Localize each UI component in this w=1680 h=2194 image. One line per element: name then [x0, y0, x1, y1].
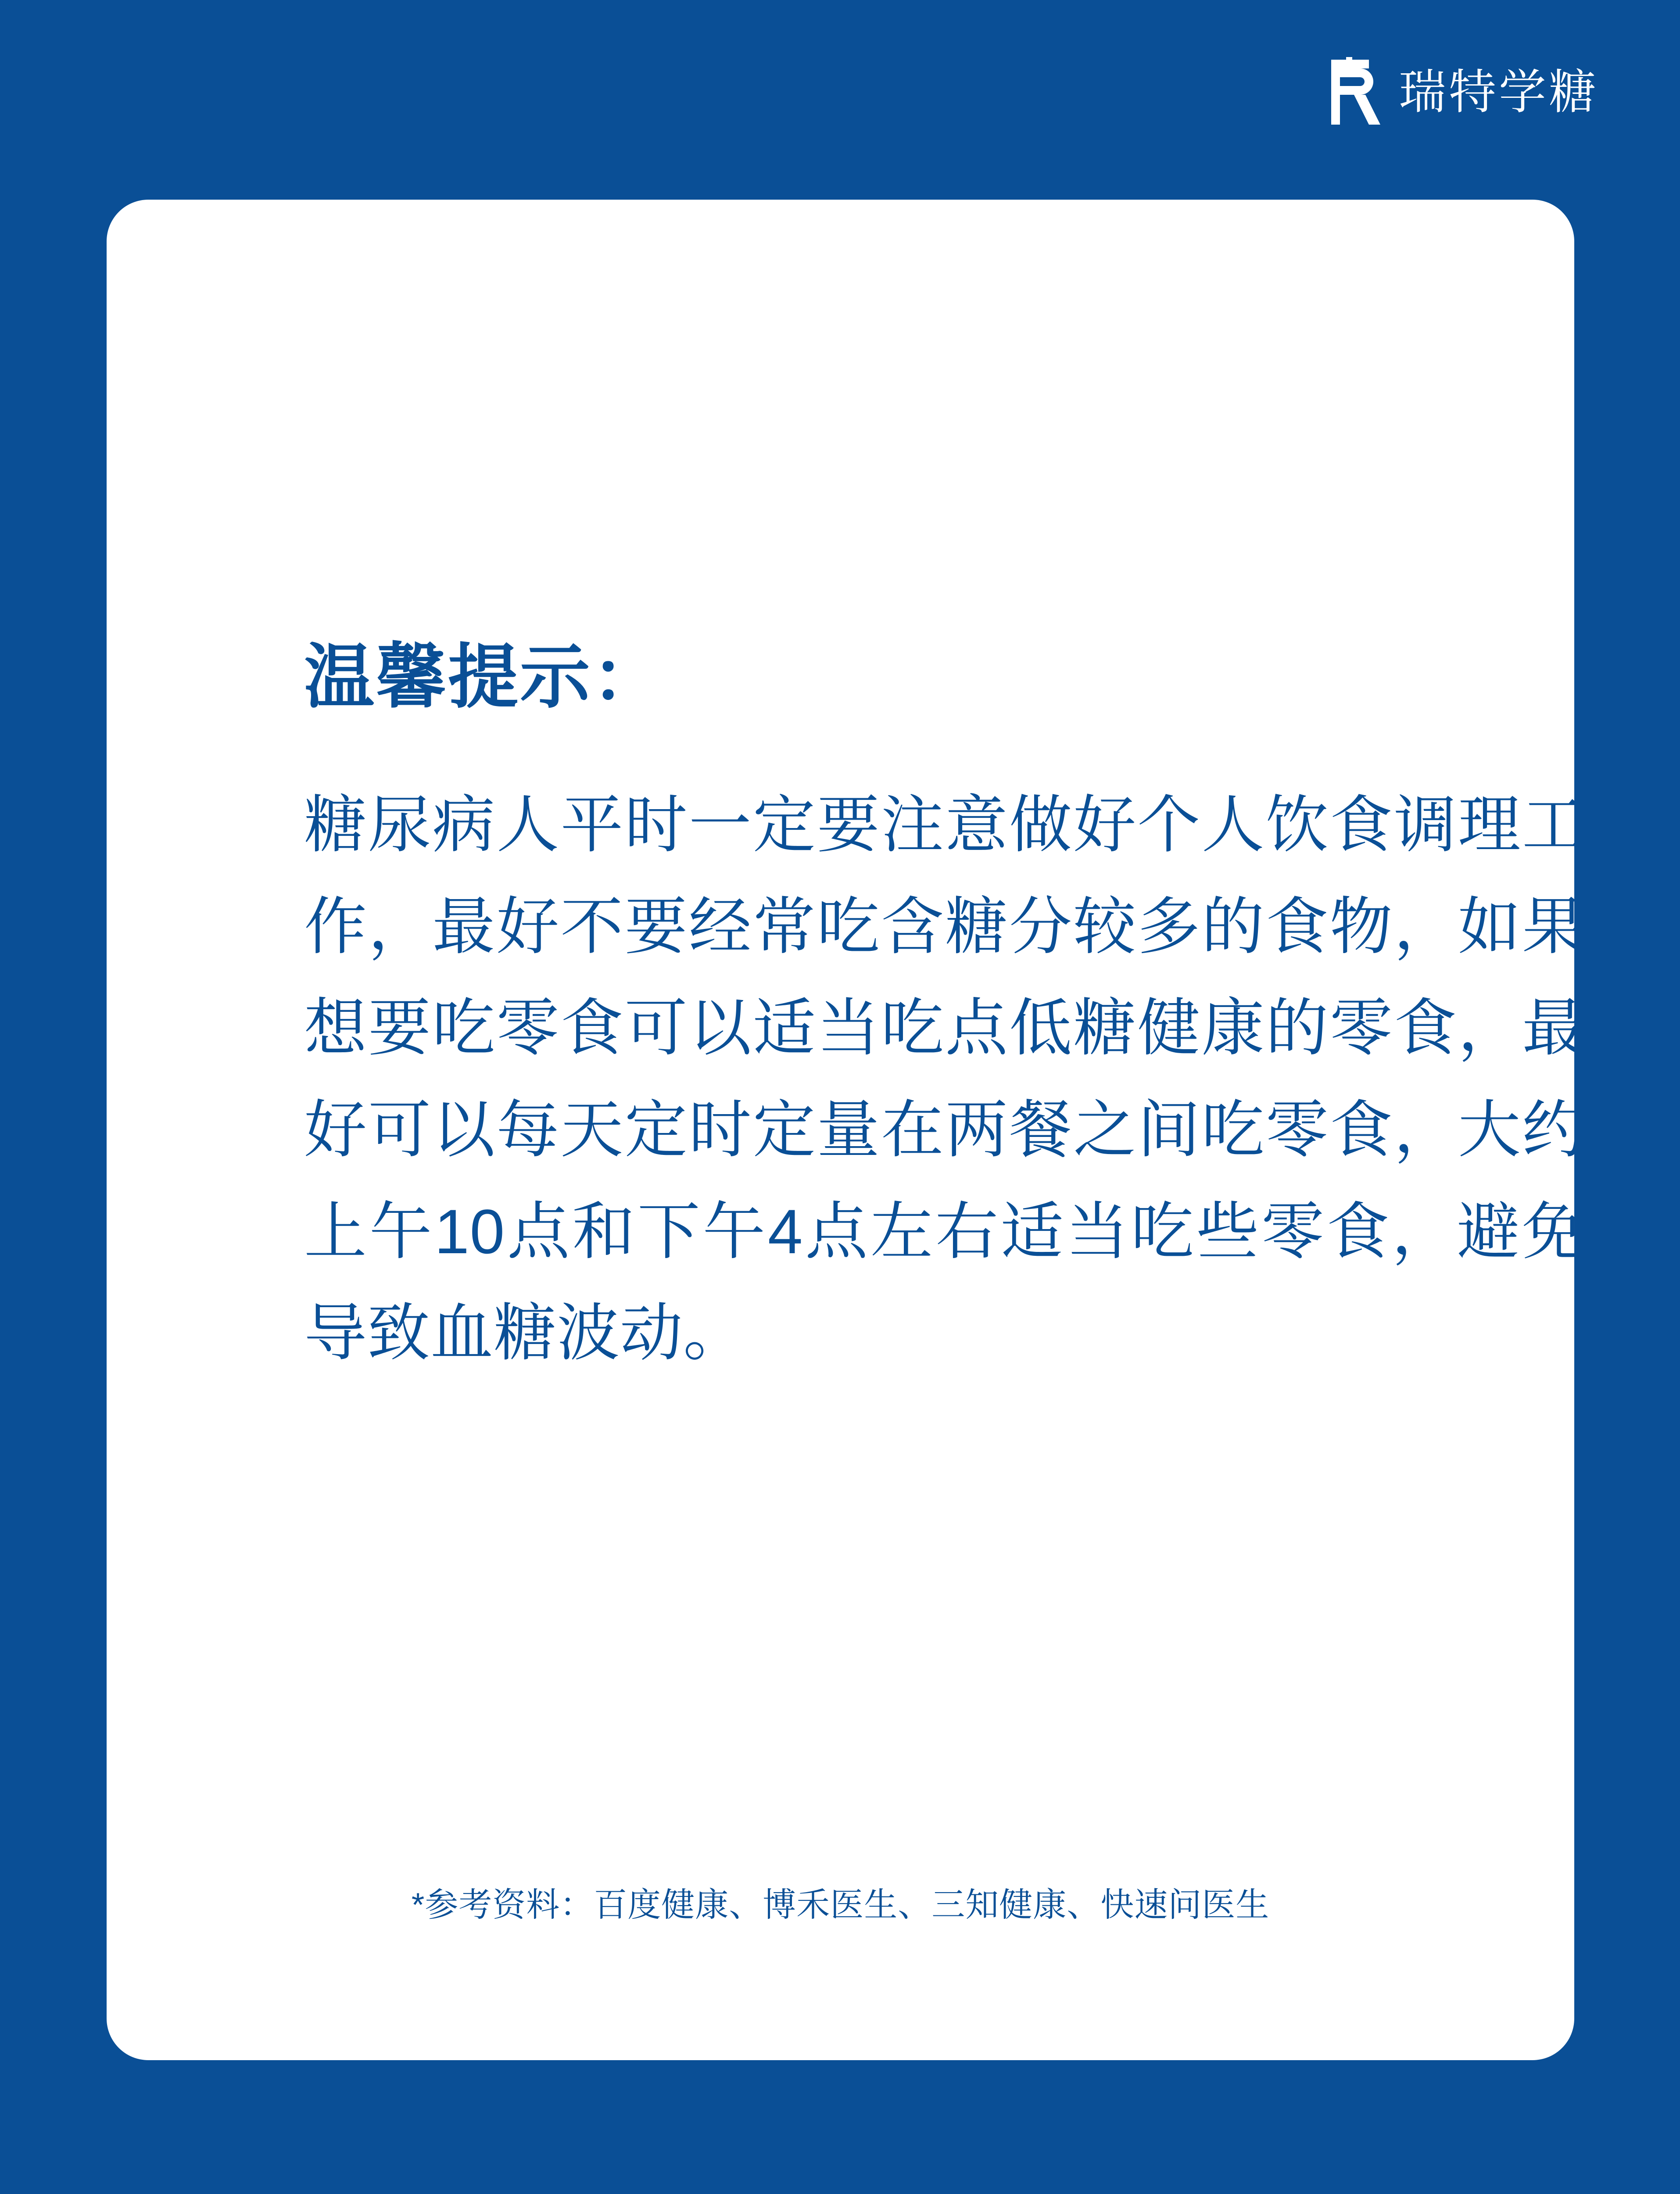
- letter-r-monogram-icon: [1329, 57, 1381, 127]
- content-card: [107, 200, 1585, 2060]
- brand-header: [1329, 57, 1599, 127]
- brand-name: 瑞特学糖: [1398, 65, 1599, 118]
- card-inner: [201, 200, 1585, 2060]
- tip-body-text: 糖尿病人平时一定要注意做好个人饮食调理工作，最好不要经常吃含糖分较多的食物，如果想要吃零食可以适当吃点低糖健康的零食，最好可以每天定时定量在两餐之间吃零食，大约上午10点和下午4点左右适当吃些零食，避免导致血糖波动。: [304, 790, 1585, 1369]
- page-title: 温馨提示：: [304, 638, 664, 716]
- source-reference-note: *参考资料：百度健康、博禾医生、三知健康、快速问医生: [411, 1886, 1270, 1924]
